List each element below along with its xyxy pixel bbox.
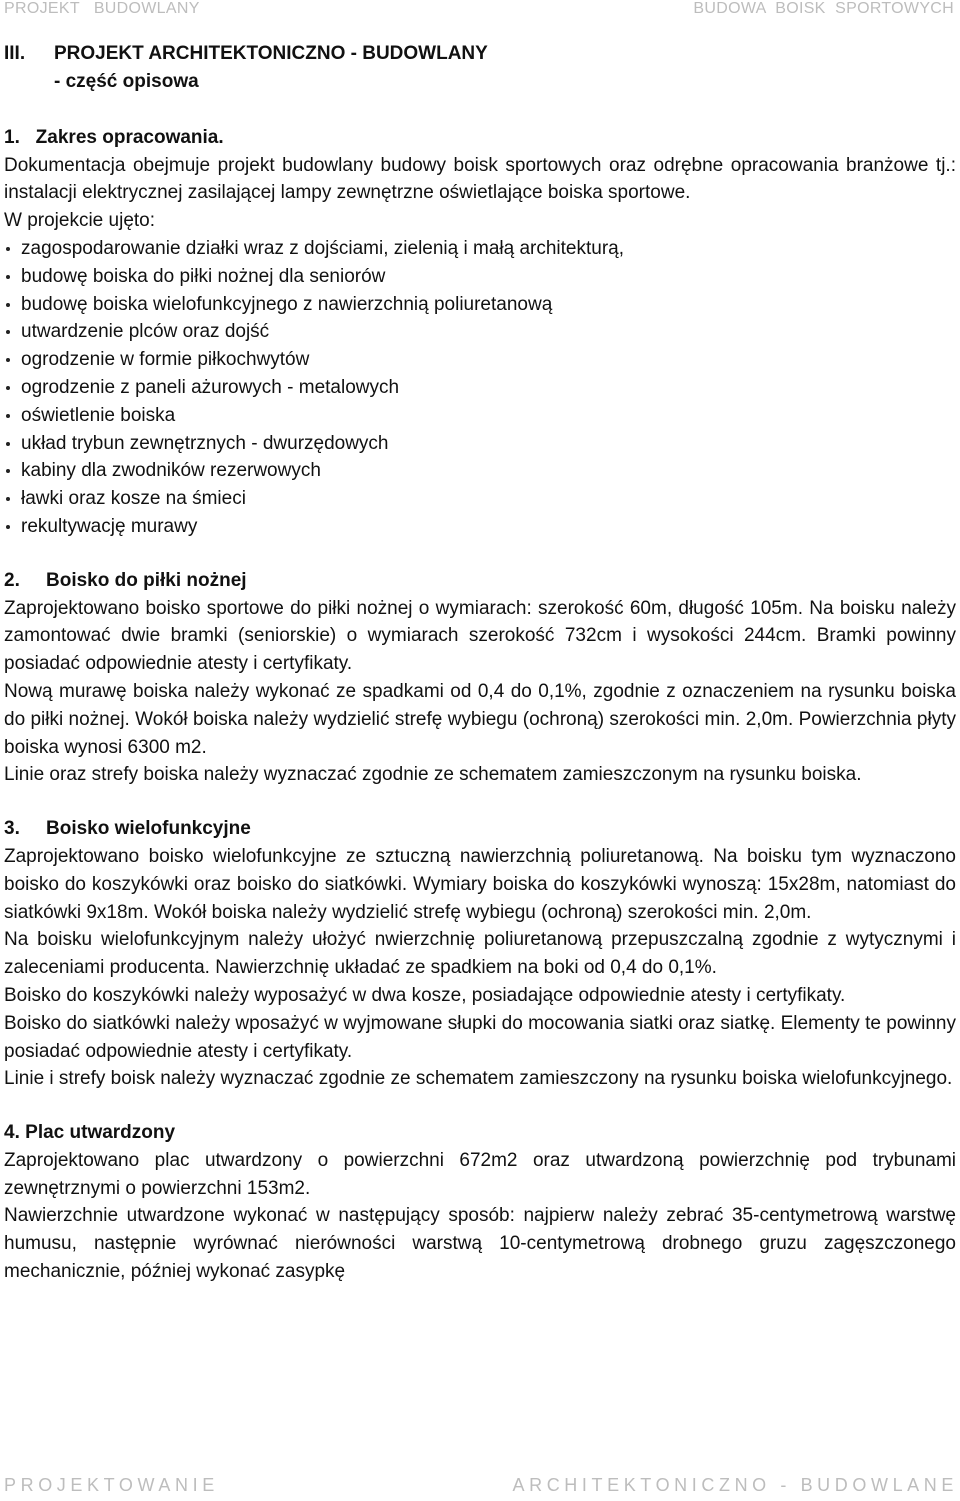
section-3-paragraph: Na boisku wielofunkcyjnym należy ułożyć nwierzchnię poliuretanową przepuszczalną zgodnie z wytycznymi i zaleceniami producenta. Nawierzchnię układać ze spadkiem na boki od 0,4 do 0,1%. <box>4 929 956 979</box>
page-footer <box>0 1475 960 1499</box>
list-item: układ trybun zewnętrznych - dwurzędowych <box>4 430 956 458</box>
section-2-paragraph: Nową murawę boiska należy wykonać ze spadkami od 0,4 do 0,1%, zgodnie z oznaczeniem na rysunku boiska do piłki nożnej. Wokół boiska należy wydzielić strefę wybiegu (ochroną) szerokości min. 2,0m. Powierzchnia płyty boiska wynosi 6300 m2. <box>4 680 956 758</box>
list-item: kabiny dla zwodników rezerwowych <box>4 457 956 485</box>
section-2-paragraph: Linie oraz strefy boiska należy wyznaczać zgodnie ze schematem zamieszczonym na rysunku boiska. <box>4 764 862 786</box>
footer-left-text: PROJEKTOWANIE <box>4 1475 219 1495</box>
section-4-paragraph: Zaprojektowano plac utwardzony o powierzchni 672m2 oraz utwardzoną powierzchnię pod trybunami zewnętrznymi o powierzchni 153m2. <box>4 1149 956 1199</box>
section-4-title <box>4 1119 956 1147</box>
list-item: utwardzenie plców oraz dojść <box>4 318 956 346</box>
section-3-title <box>4 815 956 843</box>
list-item: ogrodzenie z paneli ażurowych - metalowych <box>4 374 956 402</box>
list-item: ławki oraz kosze na śmieci <box>4 485 956 513</box>
section-3-paragraph: Boisko do koszykówki należy wyposażyć w dwa kosze, posiadające odpowiednie atesty i certyfikaty. <box>4 984 846 1006</box>
header-left-text: PROJEKT BUDOWLANY <box>4 0 200 17</box>
chapter-title: PROJEKT ARCHITEKTONICZNO - BUDOWLANY <box>54 43 488 64</box>
section-1-title: 1. Zakres opracowania. <box>4 126 224 148</box>
section-2-paragraph: Zaprojektowano boisko sportowe do piłki nożnej o wymiarach: szerokość 60m, długość 105m. Na boisku należy zamontować dwie bramki (seniorskie) o wymiarach szerokość 732cm i wysokości 244cm. Bramki powinny posiadać odpowiednie atesty i certyfikaty. <box>4 597 956 675</box>
section-4-paragraph: Nawierzchnie utwardzone wykonać w następujący sposób: najpierw należy zebrać 35-centymetrową warstwę humusu, następnie wyrównać nierówności warstwą 10-centymetrową drobnego gruzu zagęszczonego mechanicznie, później wykonać zasypkę <box>4 1205 956 1283</box>
chapter-number: III. <box>4 43 26 64</box>
section-4-number: 4. <box>4 1122 20 1144</box>
scope-list <box>4 235 956 541</box>
section-2-title-text: Boisko do piłki nożnej <box>46 569 247 591</box>
chapter-subtitle: - część opisowa <box>54 71 199 92</box>
list-item: budowę boiska do piłki nożnej dla seniorów <box>4 263 956 291</box>
list-item: rekultywację murawy <box>4 513 956 541</box>
list-item: zagospodarowanie działki wraz z dojściami, zielenią i małą architekturą, <box>4 235 956 263</box>
section-2-title <box>4 567 956 595</box>
section-3-paragraph: Boisko do siatkówki należy wposażyć w wyjmowane słupki do mocowania siatki oraz siatkę. Elementy te powinny posiadać odpowiednie atesty i certyfikaty. <box>4 1012 956 1062</box>
page-header <box>0 0 960 22</box>
section-3-paragraph: Zaprojektowano boisko wielofunkcyjne ze sztuczną nawierzchnią poliuretanową. Na boisku tym wyznaczono boisko do koszykówki oraz boisko do siatkówki. Wymiary boiska do koszykówki wynoszą: 15x28m, natomiast do siatkówki 9x18m. Wokół boiska należy wydzielić strefę wybiegu (ochroną) szerokości min. 2,0m. <box>4 845 956 923</box>
section-1-intro: Dokumentacja obejmuje projekt budowlany budowy boisk sportowych oraz odrębne opracowania branżowe tj.: instalacji elektrycznej zasilającej lampy zewnętrzne oświetlające boiska sportowe. <box>4 154 956 204</box>
section-3-number: 3. <box>4 818 20 840</box>
section-3-title-text: Boisko wielofunkcyjne <box>46 818 251 840</box>
section-2-number: 2. <box>4 569 20 591</box>
section-4-title-text: Plac utwardzony <box>25 1122 176 1144</box>
list-item: oświetlenie boiska <box>4 402 956 430</box>
list-item: budowę boiska wielofunkcyjnego z nawierzchnią poliuretanową <box>4 291 956 319</box>
header-right-text: BUDOWA BOISK SPORTOWYCH <box>693 0 954 17</box>
section-1-lead: W projekcie ujęto: <box>4 210 156 232</box>
footer-right-text: ARCHITEKTONICZNO - BUDOWLANE <box>512 1475 958 1495</box>
document-body <box>4 40 956 1286</box>
list-item: ogrodzenie w formie piłkochwytów <box>4 346 956 374</box>
chapter-heading <box>4 40 956 96</box>
section-3-paragraph: Linie i strefy boisk należy wyznaczać zgodnie ze schematem zamieszczony na rysunku boiska wielofunkcyjnego. <box>4 1068 953 1090</box>
